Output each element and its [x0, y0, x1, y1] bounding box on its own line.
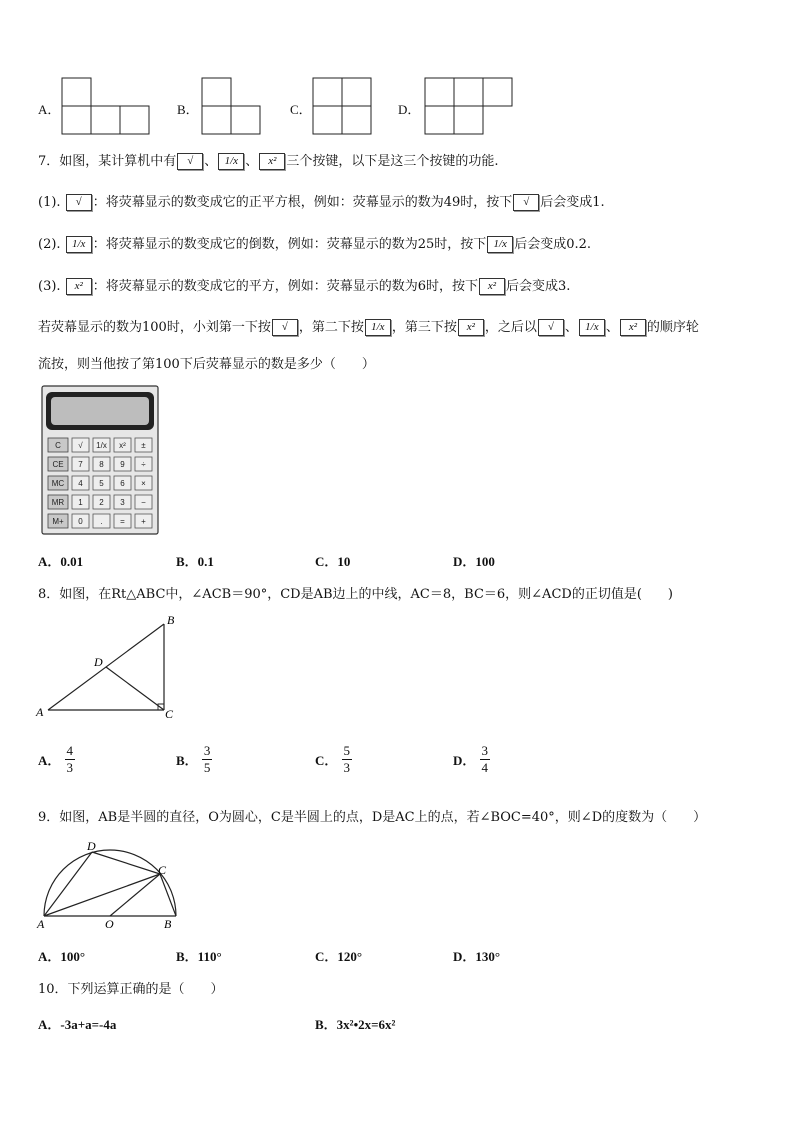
- calculator-screen: [51, 397, 149, 425]
- q9-answer-d: D．130°: [453, 949, 501, 964]
- calc-key-label: √: [78, 441, 83, 450]
- q6-figure-a: [60, 76, 154, 136]
- q8-answer-d: D． $\frac{3}{4}$: [453, 743, 489, 775]
- q6-figure-d: [423, 76, 517, 136]
- q9-answer-b: B．110°: [176, 949, 222, 964]
- calc-key-label: 7: [78, 460, 83, 469]
- segment-oc: [110, 874, 160, 916]
- calc-key-label: 0: [78, 517, 83, 526]
- calc-key-label: .: [100, 517, 103, 526]
- calc-key-label: x²: [119, 441, 126, 450]
- q8-stem: 8．如图，在Rt△ABC中，∠ACB＝90°，CD是AB边上的中线，AC＝8，BC＝6，则∠ACD的正切值是( ): [38, 587, 673, 602]
- q7-answer-d: D．100: [453, 554, 495, 569]
- q9-answer-a: A．100°: [38, 949, 86, 964]
- point-c-label: C: [165, 707, 174, 721]
- q8-answer-b: B． $\frac{3}{5}$: [176, 743, 211, 775]
- calc-key-label: CE: [52, 460, 64, 469]
- point-d-label: D: [87, 839, 96, 853]
- segment-ad: [44, 852, 92, 916]
- fraction: $\frac{5}{3}$: [343, 743, 351, 775]
- segment-ac: [44, 874, 160, 916]
- sqrt-key-icon: √: [513, 194, 539, 211]
- q10-answer-a: A．-3a+a=-4a: [38, 1017, 117, 1032]
- sqrt-key-icon: √: [66, 194, 92, 211]
- calc-key-label: 6: [120, 479, 125, 488]
- q8-answer-c: C． $\frac{5}{3}$: [315, 743, 351, 775]
- calc-key-label: M+: [52, 517, 64, 526]
- q6-figure-b: [200, 76, 264, 136]
- calc-key-label: C: [55, 441, 61, 450]
- q9-answer-c: C．120°: [315, 949, 363, 964]
- point-a-label: A: [37, 917, 45, 931]
- point-o-label: O: [105, 917, 114, 931]
- q9-semicircle-figure: [34, 836, 184, 932]
- sqrt-key-icon: √: [272, 319, 298, 336]
- square-key-icon: x²: [259, 153, 285, 170]
- q7-answer-a: A．0.01: [38, 554, 84, 569]
- point-a-label: A: [36, 705, 44, 719]
- q6-option-b-label: B．: [177, 102, 199, 117]
- point-d-label: D: [94, 655, 103, 669]
- q10-answer-b: B．3x²•2x=6x²: [315, 1017, 396, 1032]
- reciprocal-key-icon: 1/x: [579, 319, 605, 336]
- calc-key-label: 9: [120, 460, 125, 469]
- q7-rule-3: (3). x² ：将荧幕显示的数变成它的平方，例如：荧幕显示的数为6时，按下 x² 后会变成3.: [38, 279, 571, 294]
- sqrt-key-icon: √: [177, 153, 203, 170]
- fraction: $\frac{3}{5}$: [203, 743, 211, 775]
- calc-key-label: ×: [141, 479, 146, 488]
- q9-stem: 9．如图，AB是半圆的直径，O为圆心，C是半圆上的点，D是AC上的点，若∠BOC=40°，则∠D的度数为（ ）: [38, 810, 707, 825]
- point-b-label: B: [164, 917, 172, 931]
- q6-option-a-label: A．: [38, 102, 61, 117]
- calc-key-label: 1/x: [96, 441, 107, 450]
- reciprocal-key-icon: 1/x: [218, 153, 244, 170]
- q7-intro: 7．如图，某计算机中有 √ 、 1/x 、 x² 三个按键，以下是这三个按键的功能.: [38, 154, 499, 169]
- calculator-figure: [40, 384, 160, 536]
- q7-rule-2: (2). 1/x ：将荧幕显示的数变成它的倒数，例如：荧幕显示的数为25时，按下 1/x 后会变成0.2.: [38, 237, 592, 252]
- reciprocal-key-icon: 1/x: [365, 319, 391, 336]
- q7-stem-line-1: 若荧幕显示的数为100时，小刘第一下按 √ ，第二下按 1/x ，第三下按 x² ，之后以 √ 、 1/x 、 x² 的顺序轮: [38, 320, 699, 335]
- calc-key-label: 1: [78, 498, 83, 507]
- q7-answer-b: B．0.1: [176, 554, 214, 569]
- point-c-label: C: [158, 863, 167, 877]
- q10-stem: 10．下列运算正确的是（ ）: [38, 982, 224, 997]
- square-key-icon: x²: [66, 278, 92, 295]
- calc-key-label: 5: [99, 479, 104, 488]
- square-key-icon: x²: [479, 278, 505, 295]
- calc-key-label: =: [120, 517, 125, 526]
- sqrt-key-icon: √: [538, 319, 564, 336]
- calc-key-label: 2: [99, 498, 104, 507]
- segment-cb: [160, 874, 176, 916]
- fraction: $\frac{3}{4}$: [481, 743, 489, 775]
- q6-figure-c: [311, 76, 375, 136]
- segment-cd: [106, 667, 164, 710]
- calc-key-label: +: [141, 517, 146, 526]
- q7-stem-line-2: 流按，则当他按了第100下后荧幕显示的数是多少（ ）: [38, 357, 375, 372]
- calc-key-label: ÷: [141, 460, 146, 469]
- q6-option-c-label: C．: [290, 102, 312, 117]
- calc-key-label: 8: [99, 460, 104, 469]
- calc-key-label: MC: [51, 479, 65, 488]
- calc-key-label: −: [141, 498, 146, 507]
- calc-key-label: ±: [141, 441, 146, 450]
- q8-triangle-figure: [34, 612, 184, 722]
- calc-key-label: MR: [51, 498, 65, 507]
- q8-answer-a: A． $\frac{4}{3}$: [38, 743, 74, 775]
- square-key-icon: x²: [620, 319, 646, 336]
- point-b-label: B: [167, 613, 175, 627]
- reciprocal-key-icon: 1/x: [487, 236, 513, 253]
- square-key-icon: x²: [458, 319, 484, 336]
- fraction: $\frac{4}{3}$: [66, 743, 74, 775]
- q7-rule-1: (1). √ ：将荧幕显示的数变成它的正平方根，例如：荧幕显示的数为49时，按下 √ 后会变成1.: [38, 195, 605, 210]
- reciprocal-key-icon: 1/x: [66, 236, 92, 253]
- q6-option-d-label: D．: [398, 102, 421, 117]
- calc-key-label: 4: [78, 479, 83, 488]
- semicircle-arc: [44, 850, 176, 916]
- q7-answer-c: C．10: [315, 554, 351, 569]
- calc-key-label: 3: [120, 498, 125, 507]
